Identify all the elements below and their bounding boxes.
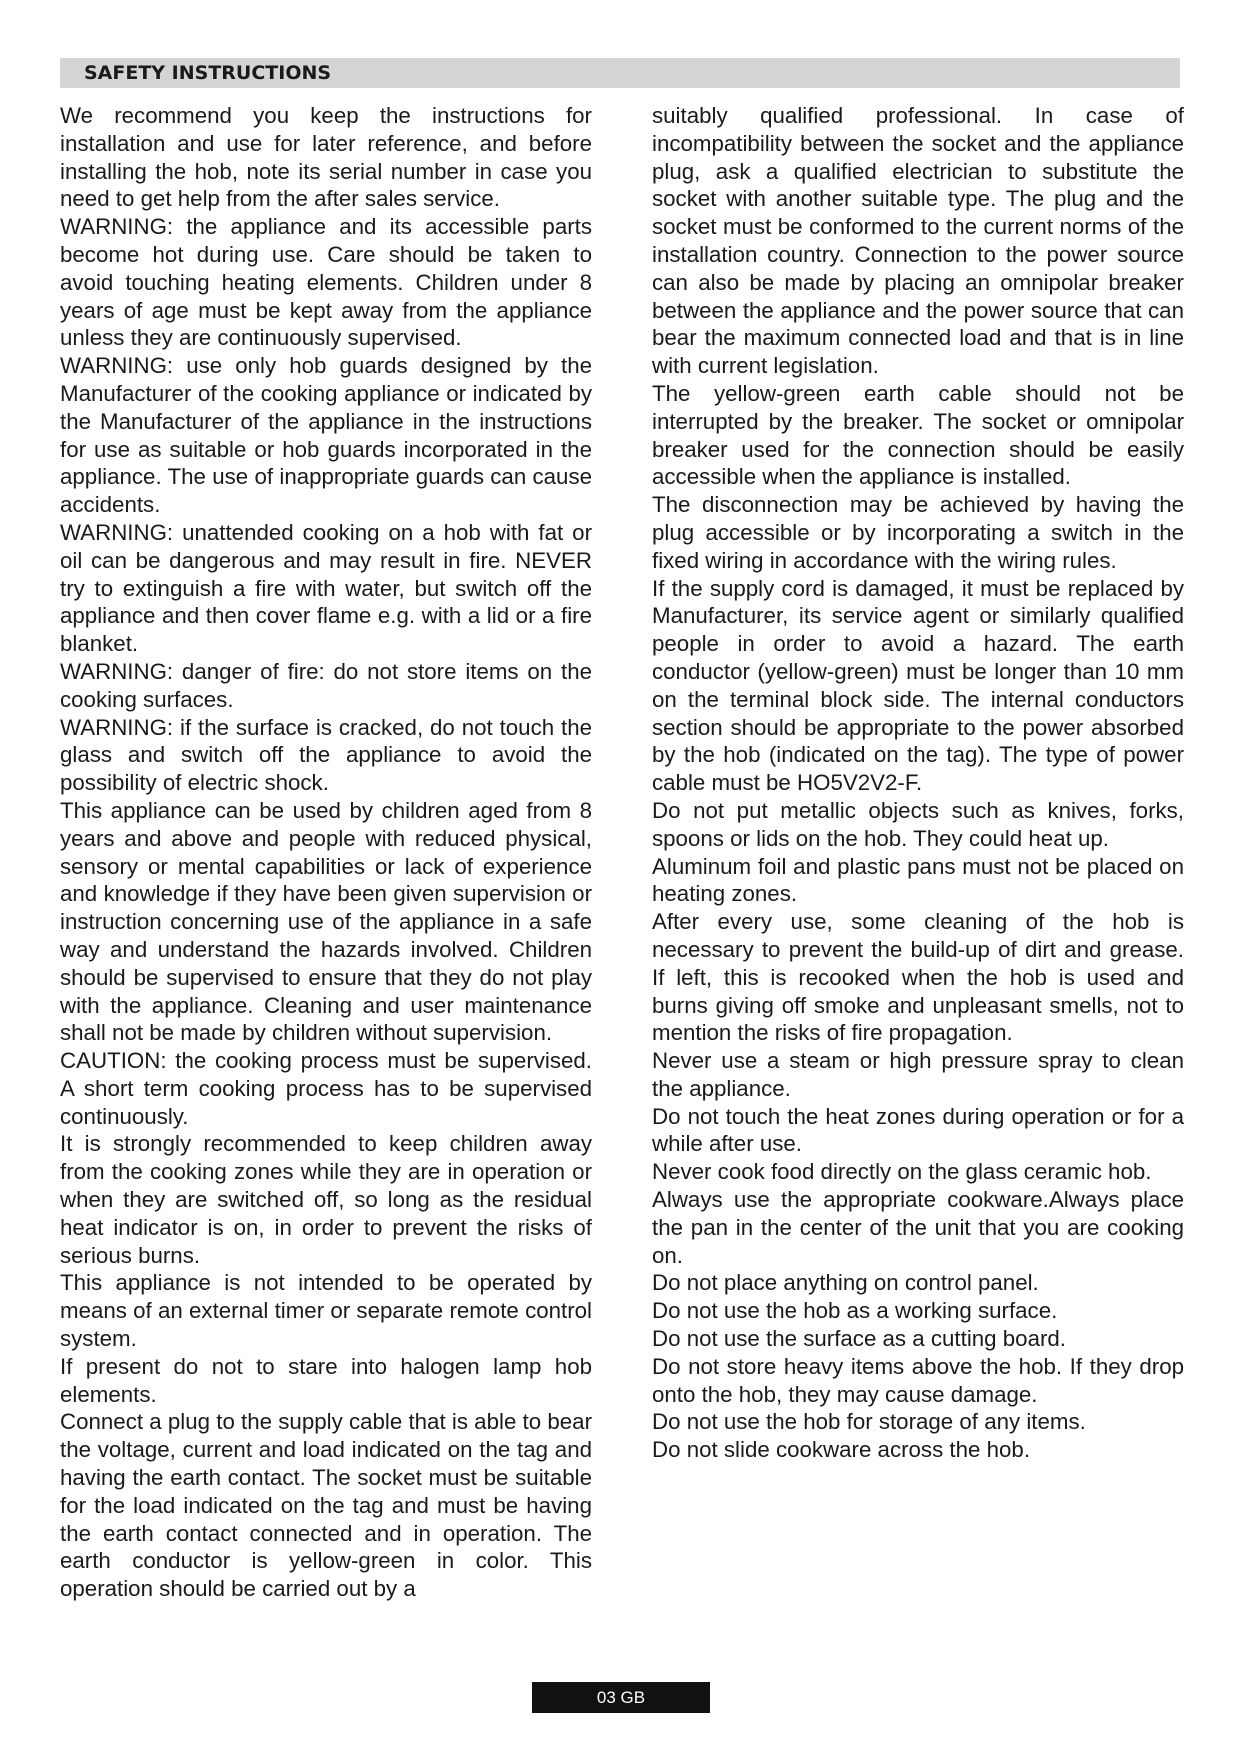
paragraph: WARNING: use only hob guards designed by the Manufacturer of the cooking appliance or indicated by the Manufacturer of the appliance in the instructions for use as suitable or hob guards incorporated in the appliance. The use of inappropriate guards can cause accidents. <box>60 353 592 518</box>
paragraph: Do not put metallic objects such as knives, forks, spoons or lids on the hob. They could heat up. <box>652 797 1184 851</box>
paragraph: Never use a steam or high pressure spray to clean the appliance. <box>652 1048 1184 1101</box>
paragraph: If the supply cord is damaged, it must be replaced by Manufacturer, its service agent or similarly qualified people in order to avoid a hazard. The earth conductor (yellow-green) must be longer than 10 mm on the terminal block side. The internal conductors section should be appropriate to the power absorbed by the hob (indicated on the tag). The type of power cable must be HO5V2V2-F. <box>652 575 1184 796</box>
paragraph: The disconnection may be achieved by having the plug accessible or by incorporating a switch in the fixed wiring in accordance with the wiring rules. <box>652 492 1184 573</box>
paragraph: After every use, some cleaning of the hob is necessary to prevent the build-up of dirt and grease. If left, this is recooked when the hob is used and burns giving off smoke and unpleasant smells, not to mention the risks of fire propagation. <box>652 909 1184 1046</box>
paragraph: Do not place anything on control panel. <box>652 1270 1039 1296</box>
paragraph: Do not use the hob for storage of any items. <box>652 1409 1086 1435</box>
paragraph: Connect a plug to the supply cable that is able to bear the voltage, current and load indicated on the tag and having the earth contact. The socket must be suitable for the load indicated on the tag and must be having the earth contact connected and in operation. The earth conductor is yellow-green in color. This operation should be carried out by a <box>60 1409 592 1602</box>
paragraph: Do not slide cookware across the hob. <box>652 1437 1031 1463</box>
paragraph: WARNING: the appliance and its accessible parts become hot during use. Care should be taken to avoid touching heating elements. Children under 8 years of age must be kept away from the appliance unless they are continuously supervised. <box>60 214 592 351</box>
right-column <box>652 102 1184 1464</box>
paragraph: Do not store heavy items above the hob. If they drop onto the hob, they may cause damage. <box>652 1353 1184 1407</box>
paragraph: WARNING: unattended cooking on a hob with fat or oil can be dangerous and may result in fire. NEVER try to extinguish a fire with water, but switch off the appliance and then cover flame e.g. with a lid or a fire blanket. <box>60 519 592 657</box>
paragraph: CAUTION: the cooking process must be supervised. A short term cooking process has to be supervised continuously. <box>60 1048 592 1129</box>
paragraph: WARNING: danger of fire: do not store items on the cooking surfaces. <box>60 658 592 712</box>
section-header <box>60 58 1180 88</box>
paragraph: Do not touch the heat zones during operation or for a while after use. <box>652 1103 1184 1157</box>
paragraph: If present do not to stare into halogen lamp hob elements. <box>60 1353 592 1407</box>
page-number: 03 GB <box>532 1682 710 1713</box>
paragraph: This appliance can be used by children aged from 8 years and above and people with reduced physical, sensory or mental capabilities or lack of experience and knowledge if they have been given supervision or instruction concerning use of the appliance in a safe way and understand the hazards involved. Children should be supervised to ensure that they do not play with the appliance. Cleaning and user maintenance shall not be made by children without supervision. <box>60 797 592 1046</box>
paragraph: Do not use the hob as a working surface. <box>652 1298 1058 1324</box>
paragraph: We recommend you keep the instructions for installation and use for later reference, and before installing the hob, note its serial number in case you need to get help from the after sales service. <box>60 103 592 212</box>
paragraph: Always use the appropriate cookware.Always place the pan in the center of the unit that you are cooking on. <box>652 1187 1184 1268</box>
paragraph: The yellow-green earth cable should not be interrupted by the breaker. The socket or omnipolar breaker used for the connection should be easily accessible when the appliance is installed. <box>652 380 1184 490</box>
section-title: SAFETY INSTRUCTIONS <box>84 62 332 84</box>
paragraph: This appliance is not intended to be operated by means of an external timer or separate remote control system. <box>60 1270 592 1352</box>
paragraph: suitably qualified professional. In case of incompatibility between the socket and the appliance plug, ask a qualified electrician to substitute the socket with another suitable type. The plug and the socket must be conformed to the current norms of the installation country. Connection to the power source can also be made by placing an omnipolar breaker between the appliance and the power source that can bear the maximum connected load and that is in line with current legislation. <box>652 103 1184 379</box>
paragraph: Never cook food directly on the glass ceramic hob. <box>652 1159 1152 1185</box>
paragraph: Aluminum foil and plastic pans must not be placed on heating zones. <box>652 853 1184 907</box>
left-column <box>60 102 592 1603</box>
paragraph: Do not use the surface as a cutting board. <box>652 1326 1066 1352</box>
paragraph: WARNING: if the surface is cracked, do not touch the glass and switch off the appliance to avoid the possibility of electric shock. <box>60 714 592 796</box>
paragraph: It is strongly recommended to keep children away from the cooking zones while they are in operation or when they are switched off, so long as the residual heat indicator is on, in order to prevent the risks of serious burns. <box>60 1131 592 1268</box>
